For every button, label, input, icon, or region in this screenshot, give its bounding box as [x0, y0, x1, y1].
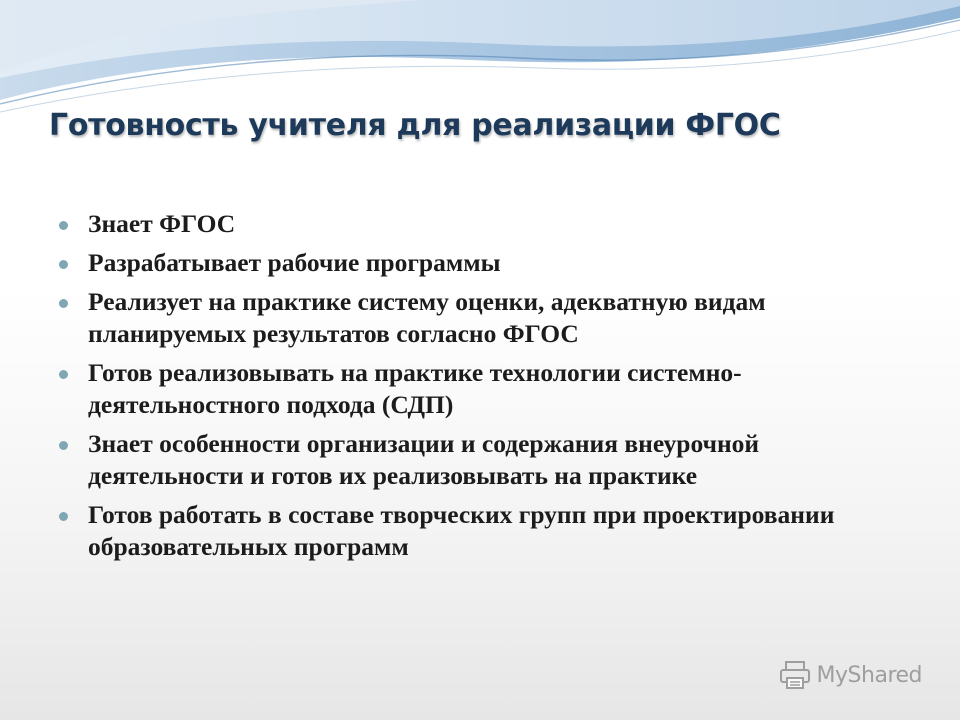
myshared-watermark — [779, 660, 922, 690]
bullet-dot-icon — [59, 299, 68, 308]
bullet-text: Готов реализовывать на практике технологии системно-деятельностного подхода (СДП) — [88, 358, 742, 419]
watermark-text: MyShared — [816, 662, 922, 688]
slide-title: Готовность учителя для реализации ФГОС — [49, 108, 781, 143]
bullet-dot-icon — [59, 370, 68, 379]
bullet-text: Готов работать в составе творческих групп при проектировании образовательных программ — [88, 500, 835, 561]
bullet-dot-icon — [59, 512, 68, 521]
bullet-text: Разрабатывает рабочие программы — [88, 248, 501, 277]
bullet-text: Знает особенности организации и содержания внеурочной деятельности и готов их реализовывать на практике — [88, 429, 760, 490]
list-item — [58, 357, 908, 421]
list-item — [58, 208, 908, 240]
list-item — [58, 499, 908, 563]
printer-icon — [779, 660, 811, 690]
bullet-list — [58, 208, 908, 570]
bullet-dot-icon — [59, 221, 68, 230]
list-item — [58, 286, 908, 350]
list-item — [58, 428, 908, 492]
bullet-dot-icon — [59, 260, 68, 269]
bullet-text: Знает ФГОС — [88, 209, 236, 238]
bullet-dot-icon — [59, 441, 68, 450]
bullet-text: Реализует на практике систему оценки, адекватную видам планируемых результатов согласно ФГОС — [88, 287, 766, 348]
list-item — [58, 247, 908, 279]
header-wave-decoration — [0, 0, 960, 120]
